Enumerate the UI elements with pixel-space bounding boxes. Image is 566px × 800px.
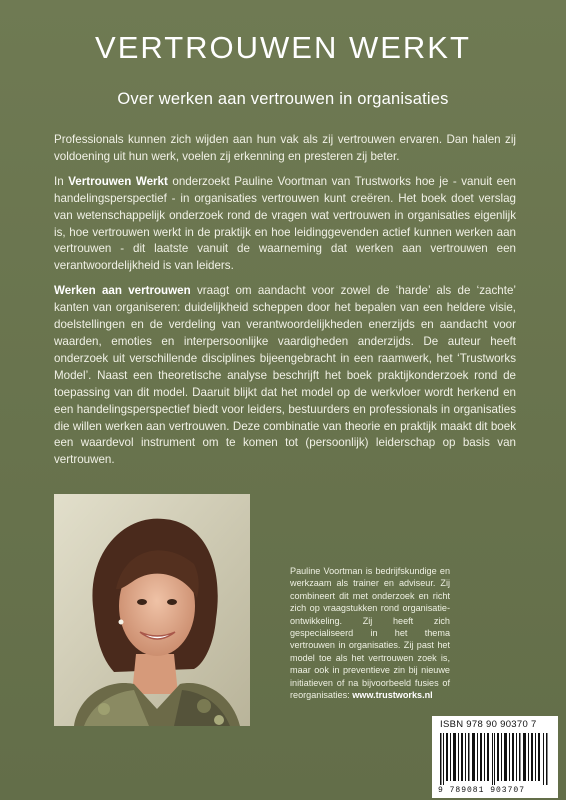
blurb-paragraph-3 — [54, 283, 516, 469]
blurb-text — [54, 132, 516, 477]
blurb-p2-bold: Vertrouwen Werkt — [68, 174, 168, 188]
blurb-p1-text: Professionals kunnen zich wijden aan hun vak als zij vertrouwen ervaren. Dan halen zij voldoening uit hun werk, voelen zij erkenning en presteren zij beter. — [54, 133, 516, 163]
blurb-p2-rest: onderzoekt Pauline Voortman van Trustworks hoe je - vanuit een handelingsperspectief - in organisaties vertrouwen kunt creëren. Het boek doet verslag van wetenschappelijk onderzoek rond de vragen wat vertrouwen in organisaties eigenlijk is, hoe vertrouwen werkt in de praktijk en hoe leidinggevenden actief kunnen werken aan vertrouwen - dit laatste vanuit de waarneming dat werken aan vertrouwen een verantwoordelijkheid is van leiders. — [54, 174, 517, 273]
blurb-p2-lead: In — [54, 174, 69, 188]
barcode-panel — [432, 716, 558, 798]
blurb-paragraph-1 — [54, 132, 516, 166]
barcode-icon — [440, 733, 550, 785]
blurb-p3-rest: vraagt om aandacht voor zowel de ‘harde’ als de ‘zachte’ kanten van organiseren: duidelijkheid scheppen door het bepalen van een heldere visie, doelstellingen en de verdeling van verantwoordelijkheden enerzijds en aandacht voor waarden, emoties en interpersoonlijke vaardigheden anderzijds. De auteur heeft onderzoek uit verschillende disciplines bijeengebracht in een raamwerk, het ‘Trustworks Model’. Naast een theoretische analyse beschrijft het boek praktijkonderzoek rond de toepassing van dit model. Daaruit blijkt dat het model op de werkvloer wordt herkend en een handelingsperspectief biedt voor leiders, bestuurders en professionals in organisaties die willen werken aan vertrouwen. Deze combinatie van theorie en praktijk maakt dit boek een waardevol instrument om te komen tot (persoonlijk) leiderschap op basis van vertrouwen. — [54, 284, 516, 467]
author-photo — [54, 494, 250, 726]
book-subtitle: Over werken aan vertrouwen in organisaties — [117, 90, 449, 108]
author-bio-text: Pauline Voortman is bedrijfskundige en werkzaam als trainer en adviseur. Zij combineert dit met onderzoek en richt zich op vraagstukken rond organisatie-ontwikkeling. Zij heeft zich gespecialiseerd in het thema vertrouwen in organisaties. Zij past het model toe als het vertrouwen zoek is, maar ook in preventieve zin bij nieuwe initiatieven of na bijvoorbeeld fusies of reorganisaties: — [290, 566, 450, 701]
book-title: VERTROUWEN WERKT — [95, 30, 471, 65]
author-portrait-illustration — [54, 494, 250, 726]
barcode-digits: 9 789081 903707 — [438, 786, 526, 795]
isbn-label: ISBN 978 90 90370 7 — [440, 719, 537, 730]
author-bio — [290, 565, 450, 701]
author-website-link[interactable]: www.trustworks.nl — [352, 690, 433, 701]
blurb-paragraph-2 — [54, 174, 516, 275]
blurb-p3-bold: Werken aan vertrouwen — [54, 284, 191, 298]
